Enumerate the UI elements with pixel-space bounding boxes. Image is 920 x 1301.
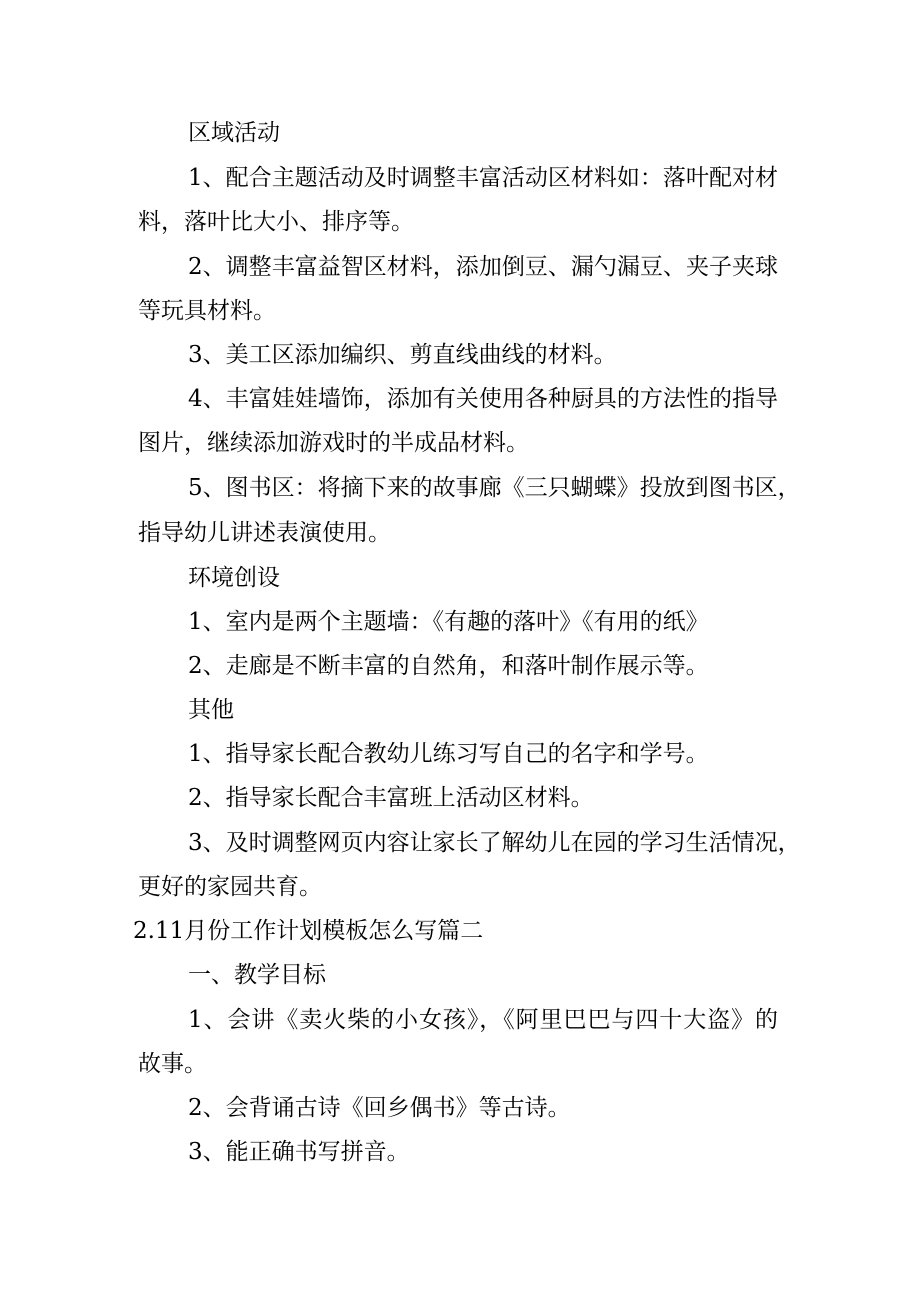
- paragraph-line: 2、会背诵古诗《回乡偶书》等古诗。: [188, 1095, 571, 1121]
- paragraph-line: 料，落叶比大小、排序等。: [138, 209, 414, 235]
- section-heading-environment: 环境创设: [188, 565, 280, 591]
- paragraph-line: 3、美工区添加编织、剪直线曲线的材料。: [188, 342, 617, 368]
- paragraph-line: 5、图书区：将摘下来的故事廊《三只蝴蝶》投放到图书区，: [188, 475, 801, 501]
- paragraph-line: 1、会讲《卖火柴的小女孩》，《阿里巴巴与四十大盗》的: [188, 1007, 778, 1033]
- paragraph-line: 1、指导家长配合教幼儿练习写自己的名字和学号。: [188, 741, 709, 767]
- section-heading-area-activities: 区域活动: [188, 120, 280, 146]
- paragraph-line: 故事。: [138, 1051, 207, 1077]
- paragraph-line: 4、丰富娃娃墙饰，添加有关使用各种厨具的方法性的指导: [188, 386, 778, 412]
- section-heading-other: 其他: [188, 697, 234, 723]
- paragraph-line: 2、指导家长配合丰富班上活动区材料。: [188, 785, 594, 811]
- paragraph-line: 图片，继续添加游戏时的半成品材料。: [138, 430, 529, 456]
- paragraph-line: 3、能正确书写拼音。: [188, 1139, 410, 1165]
- section-heading-teaching-goals: 一、教学目标: [188, 962, 326, 988]
- paragraph-line: 1、室内是两个主题墙：《有趣的落叶》《有用的纸》: [188, 609, 709, 635]
- paragraph-line: 更好的家园共育。: [138, 874, 322, 900]
- paragraph-line: 2、走廊是不断丰富的自然角，和落叶制作展示等。: [188, 653, 709, 679]
- paragraph-line: 1、配合主题活动及时调整丰富活动区材料如：落叶配对材: [188, 165, 778, 191]
- paragraph-line: 等玩具材料。: [138, 298, 276, 324]
- paragraph-line: 2、调整丰富益智区材料，添加倒豆、漏勺漏豆、夹子夹球: [188, 254, 778, 280]
- section-title-part-two: 2.11月份工作计划模板怎么写篇二: [133, 918, 484, 944]
- paragraph-line: 3、及时调整网页内容让家长了解幼儿在园的学习生活情况，: [188, 830, 801, 856]
- paragraph-line: 指导幼儿讲述表演使用。: [138, 520, 391, 546]
